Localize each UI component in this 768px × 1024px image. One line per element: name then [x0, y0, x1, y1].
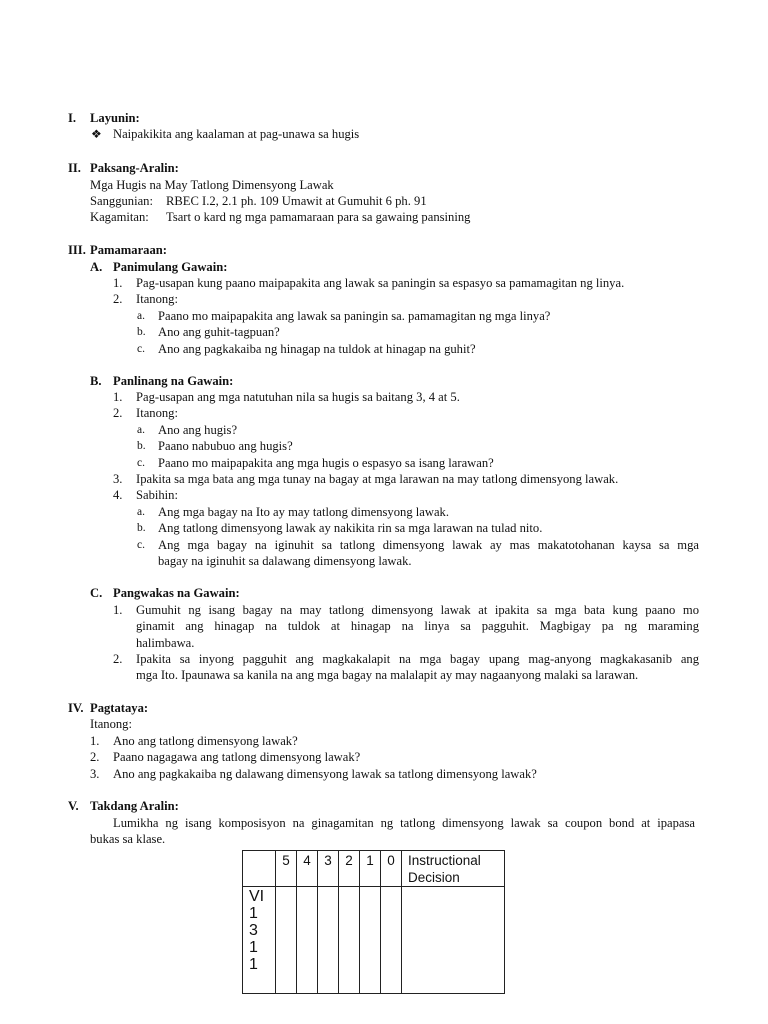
rubric-score-cell[interactable] [381, 887, 402, 994]
rubric-decision-header [402, 851, 505, 887]
list-item: Ano ang pagkakaiba ng dalawang dimensyong lawak sa tatlong dimensyong lawak? [113, 767, 537, 781]
sub-list-letter: c. [137, 457, 145, 469]
rubric-table [242, 850, 505, 994]
row-label-line: 1 [249, 956, 258, 973]
section-numeral-iii: III. [68, 243, 86, 257]
sub-list-letter: b. [137, 522, 146, 534]
rubric-decision-cell[interactable] [402, 887, 505, 994]
list-item: Ipakita sa mga bata ang mga tunay na bagay at mga larawan na may tatlong dimensyong lawak. [136, 472, 619, 486]
list-item: Sabihin: [136, 488, 178, 502]
rubric-corner-cell [243, 851, 276, 887]
rubric-score-header: 3 [318, 851, 339, 887]
decision-header-line: Decision [408, 870, 460, 885]
rubric-score-cell[interactable] [318, 887, 339, 994]
list-item-continued: ginamit ang hinagap na tuldok at hinagap na linya sa pagguhit. Magbigay pa ng maraming [136, 619, 699, 633]
list-item-continued: mga Ito. Ipaunawa sa kanila na ang mga bagay na malalapit ay may nagaanyong malaki sa larawan. [136, 668, 639, 682]
sub-list-item-continued: bagay na iginuhit sa dalawang dimensyong lawak. [158, 554, 412, 568]
pagtataya-intro: Itanong: [90, 717, 132, 731]
kagamitan-value: Tsart o kard ng mga pamamaraan para sa gawaing pansining [166, 210, 471, 224]
section-title-layunin: Layunin: [90, 111, 140, 125]
sub-list-item: Paano mo maipapakita ang mga hugis o espasyo sa isang larawan? [158, 456, 494, 470]
list-number: 3. [113, 472, 123, 486]
list-item: Gumuhit ng isang bagay na may tatlong dimensyong lawak at ipakita sa mga bata kung paano mo [136, 603, 699, 617]
list-item: Pag-usapan kung paano maipapakita ang lawak sa paningin sa espasyo sa pamamagitan ng linya. [136, 276, 625, 290]
list-number: 2. [113, 292, 123, 306]
layunin-bullet-text: Naipakikita ang kaalaman at pag-unawa sa hugis [113, 127, 360, 141]
takdang-aralin-text-continued: bukas sa klase. [90, 832, 166, 846]
sub-list-letter: a. [137, 506, 145, 518]
sub-list-item: Ano ang hugis? [158, 423, 238, 437]
section-title-takdang-aralin: Takdang Aralin: [90, 799, 179, 813]
rubric-score-header: 4 [297, 851, 318, 887]
list-item: Ipakita sa inyong pagguhit ang magkakalapit na mga bagay upang mag-anyong magkakasanib ang [136, 652, 699, 666]
takdang-aralin-text: Lumikha ng isang komposisyon na ginagamitan ng tatlong dimensyong lawak sa coupon bond at ipapasa [113, 816, 695, 830]
subsection-title-panimulang-gawain: Panimulang Gawain: [113, 260, 228, 274]
section-title-pagtataya: Pagtataya: [90, 701, 149, 715]
list-number: 1. [113, 603, 123, 617]
list-item: Itanong: [136, 292, 178, 306]
subsection-title-pangwakas-na-gawain: Pangwakas na Gawain: [113, 586, 240, 600]
list-number: 1. [113, 390, 123, 404]
section-numeral-iv: IV. [68, 701, 84, 715]
list-number: 2. [90, 750, 100, 764]
sub-list-letter: b. [137, 326, 146, 338]
sub-list-letter: a. [137, 424, 145, 436]
row-label-line: 3 [249, 922, 258, 939]
row-label-line: 1 [249, 939, 258, 956]
decision-header-line: Instructional [408, 853, 481, 868]
row-label-line: 1 [249, 905, 258, 922]
rubric-score-cell[interactable] [360, 887, 381, 994]
sanggunian-value: RBEC I.2, 2.1 ph. 109 Umawit at Gumuhit 6 ph. 91 [166, 194, 427, 208]
rubric-header-row [243, 851, 505, 887]
sub-list-item: Ang mga bagay na iginuhit sa tatlong dimensyong lawak ay mas makatotohanan kaysa sa mga [158, 538, 699, 552]
subsection-letter-b: B. [90, 374, 102, 388]
sub-list-letter: c. [137, 539, 145, 551]
paksa-title: Mga Hugis na May Tatlong Dimensyong Lawak [90, 178, 334, 192]
sub-list-item: Ano ang pagkakaiba ng hinagap na tuldok at hinagap na guhit? [158, 342, 476, 356]
sanggunian-label: Sanggunian: [90, 194, 153, 208]
rubric-data-row [243, 887, 505, 994]
diamond-bullet-icon: ❖ [91, 127, 102, 141]
subsection-letter-a: A. [90, 260, 103, 274]
sub-list-item: Paano nabubuo ang hugis? [158, 439, 293, 453]
sub-list-letter: b. [137, 440, 146, 452]
list-item-continued: halimbawa. [136, 636, 195, 650]
rubric-score-header: 0 [381, 851, 402, 887]
list-number: 1. [113, 276, 123, 290]
list-number: 2. [113, 406, 123, 420]
rubric-score-cell[interactable] [276, 887, 297, 994]
rubric-score-header: 1 [360, 851, 381, 887]
sub-list-letter: a. [137, 310, 145, 322]
sub-list-item: Ang tatlong dimensyong lawak ay nakikita rin sa mga larawan na tulad nito. [158, 521, 543, 535]
list-number: 4. [113, 488, 123, 502]
kagamitan-label: Kagamitan: [90, 210, 149, 224]
section-title-pamamaraan: Pamamaraan: [90, 243, 167, 257]
list-item: Pag-usapan ang mga natutuhan nila sa hugis sa baitang 3, 4 at 5. [136, 390, 460, 404]
rubric-score-header: 5 [276, 851, 297, 887]
row-label-line: VI [249, 888, 265, 905]
list-number: 2. [113, 652, 123, 666]
section-numeral-i: I. [68, 111, 77, 125]
list-number: 1. [90, 734, 100, 748]
rubric-row-label [243, 887, 276, 994]
subsection-letter-c: C. [90, 586, 103, 600]
sub-list-item: Paano mo maipapakita ang lawak sa paningin sa. pamamagitan ng mga linya? [158, 309, 551, 323]
section-numeral-ii: II. [68, 161, 81, 175]
rubric-score-cell[interactable] [339, 887, 360, 994]
sub-list-item: Ang mga bagay na Ito ay may tatlong dimensyong lawak. [158, 505, 449, 519]
subsection-title-panlinang-na-gawain: Panlinang na Gawain: [113, 374, 234, 388]
sub-list-letter: c. [137, 343, 145, 355]
section-title-paksang-aralin: Paksang-Aralin: [90, 161, 179, 175]
rubric-score-cell[interactable] [297, 887, 318, 994]
list-item: Itanong: [136, 406, 178, 420]
list-number: 3. [90, 767, 100, 781]
rubric-score-header: 2 [339, 851, 360, 887]
section-numeral-v: V. [68, 799, 79, 813]
sub-list-item: Ano ang guhit-tagpuan? [158, 325, 280, 339]
list-item: Ano ang tatlong dimensyong lawak? [113, 734, 298, 748]
list-item: Paano nagagawa ang tatlong dimensyong lawak? [113, 750, 361, 764]
